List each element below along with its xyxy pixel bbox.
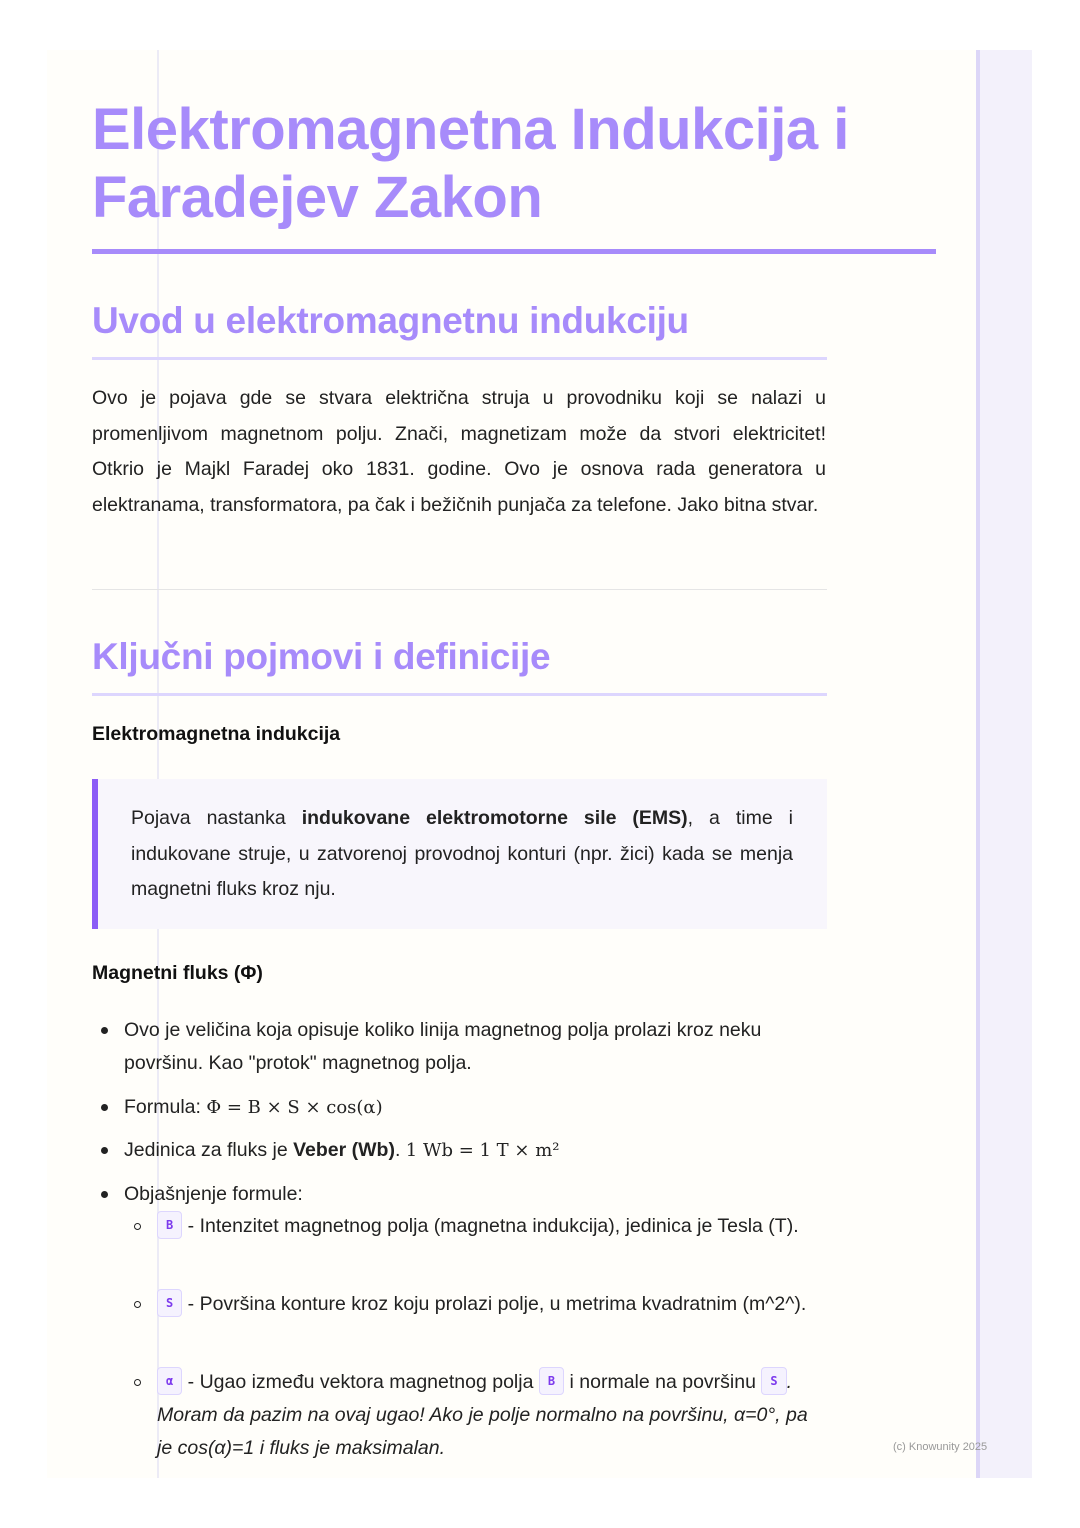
list-item xyxy=(124,1091,824,1124)
sub-item-text: - Ugao između vektora magnetnog polja xyxy=(182,1371,539,1393)
intro-paragraph: Ovo je pojava gde se stvara električna struja u provodniku koji se nalazi u promenljivom magnetnom polju. Znači, magnetizam može da stvori elektricitet! Otkrio je Majkl Faradej oko 1831. godine. Ovo je osnova rada generatora u elektranama, transformatora, pa čak i bežičnih punjača za telefone. Jako bitna stvar. xyxy=(92,387,826,516)
margin-line xyxy=(157,50,159,1478)
term-heading-flux: Magnetni fluks (Φ) xyxy=(92,962,263,984)
variable-chip: S xyxy=(761,1367,786,1395)
document-page xyxy=(47,50,1032,1478)
flux-formula: Φ = B × S × cos(α) xyxy=(206,1097,383,1118)
callout-text xyxy=(131,801,793,908)
section-heading-concepts: Ključni pojmovi i definicije xyxy=(92,636,551,677)
sub-bullet-circle xyxy=(134,1301,141,1308)
callout-bold-term: indukovane elektromotorne sile (EMS) xyxy=(301,807,688,829)
divider xyxy=(92,589,827,590)
bullet-dot xyxy=(101,1191,108,1198)
list-item: Ovo je veličina koja opisuje koliko linija magnetnog polja prolazi kroz neku površinu. Kao "protok" magnetnog polja. xyxy=(124,1019,762,1074)
unit-text: Jedinica za fluks je xyxy=(124,1139,294,1161)
sub-item-text: - Intenzitet magnetnog polja (magnetna indukcija), jedinica je Tesla (T). xyxy=(182,1215,799,1237)
callout-text-part: , a time i indukovane struje, u zatvorenoj provodnoj konturi (npr. žici) kada se menja magnetni fluks kroz nju. xyxy=(131,807,793,900)
unit-text: . xyxy=(394,1139,406,1161)
bullet-dot xyxy=(101,1147,108,1154)
term-heading-induction: Elektromagnetna indukcija xyxy=(92,723,341,745)
sub-list-item xyxy=(157,1288,827,1321)
variable-chip: α xyxy=(157,1367,182,1395)
variable-chip: S xyxy=(157,1289,182,1317)
right-margin-band xyxy=(976,50,1032,1478)
sub-bullet-circle xyxy=(134,1223,141,1230)
callout-accent-bar xyxy=(92,779,98,929)
formula-label: Formula: xyxy=(124,1096,207,1118)
unit-name: Veber (Wb) xyxy=(293,1139,395,1161)
variable-chip: B xyxy=(539,1367,564,1395)
callout-text-part: Pojava nastanka xyxy=(131,807,302,829)
sub-item-note: . Moram da pazim na ovaj ugao! Ako je polje normalno na površinu, α=0°, pa je cos(α)=1 i fluks je maksimalan. xyxy=(157,1371,808,1459)
sub-list-item xyxy=(157,1366,827,1465)
section-underline xyxy=(92,357,827,360)
list-item: Objašnjenje formule: xyxy=(124,1183,303,1205)
sub-item-text: i normale na površinu xyxy=(564,1371,762,1393)
right-margin-line xyxy=(976,50,980,1478)
definition-callout xyxy=(92,779,827,929)
section-underline xyxy=(92,693,827,696)
page-title: Elektromagnetna Indukcija i Faradejev Zakon xyxy=(92,97,849,230)
bullet-dot xyxy=(101,1104,108,1111)
title-underline xyxy=(92,249,936,254)
copyright-footer: (c) Knowunity 2025 xyxy=(893,1441,988,1453)
unit-formula: 1 Wb = 1 T × m² xyxy=(405,1140,560,1161)
sub-bullet-circle xyxy=(134,1379,141,1386)
sub-item-text: - Površina konture kroz koju prolazi polje, u metrima kvadratnim (m^2^). xyxy=(182,1293,807,1315)
variable-chip: B xyxy=(157,1211,182,1239)
bullet-dot xyxy=(101,1027,108,1034)
list-item xyxy=(124,1134,824,1167)
sub-list-item xyxy=(157,1210,827,1243)
section-heading-intro: Uvod u elektromagnetnu indukciju xyxy=(92,300,689,341)
